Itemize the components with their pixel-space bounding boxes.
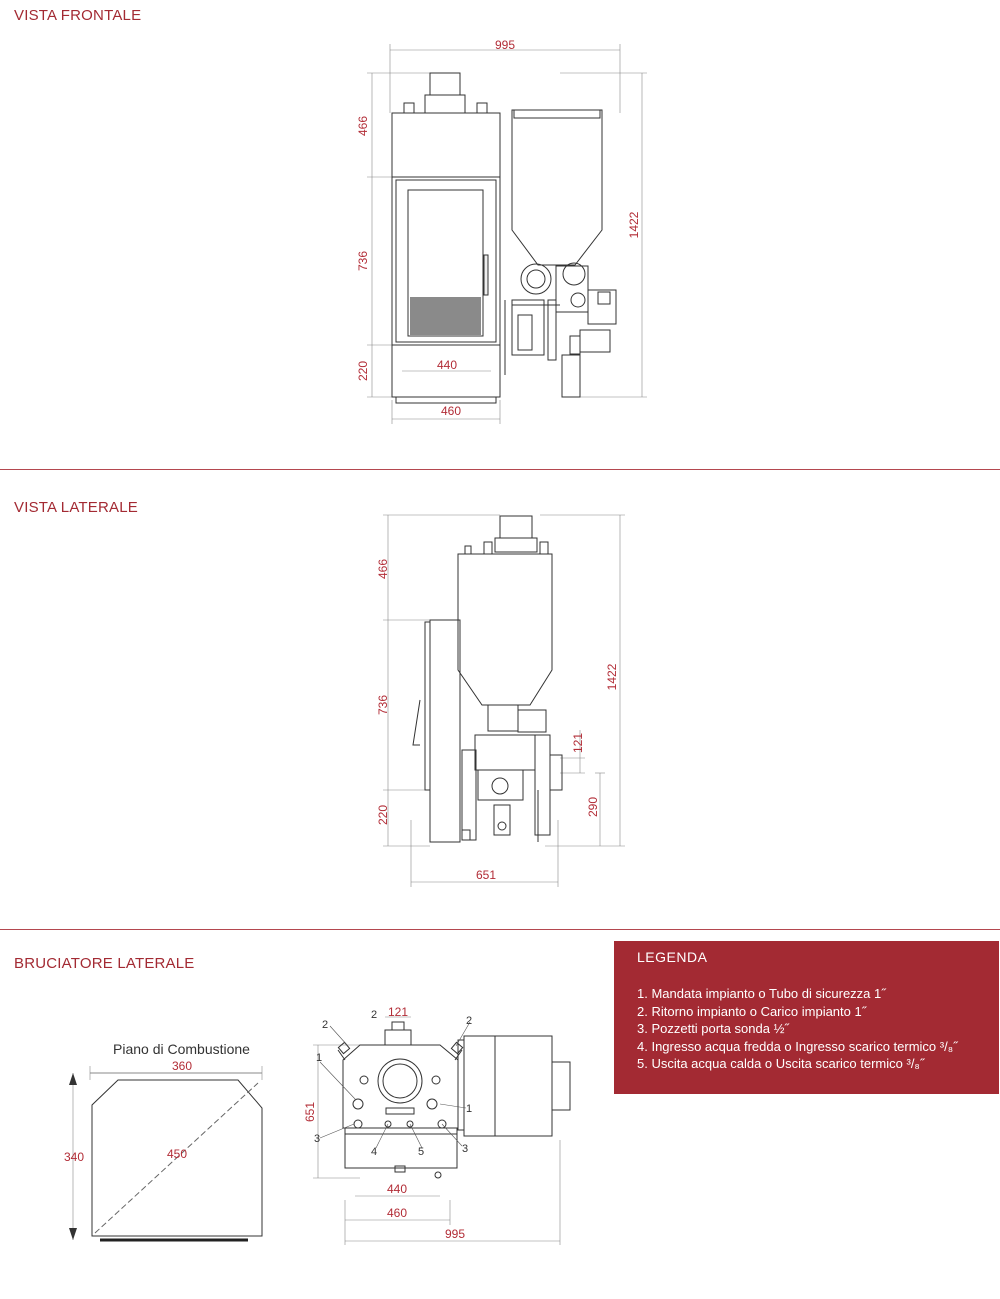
side-dim-736: 736 xyxy=(376,694,390,716)
front-dim-1422: 1422 xyxy=(627,211,641,239)
callout-1-right: 1 xyxy=(466,1103,473,1115)
side-dim-651: 651 xyxy=(475,868,497,882)
legend-title: LEGENDA xyxy=(637,949,708,965)
legend-item: 3. Pozzetti porta sonda ½˝ xyxy=(637,1021,789,1036)
legend-item: 5. Uscita acqua calda o Uscita scarico termico ³/₈˝ xyxy=(637,1056,925,1071)
burner-dim-460: 460 xyxy=(386,1206,408,1220)
front-dim-995: 995 xyxy=(494,38,516,52)
combustion-plane-drawing xyxy=(69,1066,262,1240)
front-dim-440: 440 xyxy=(436,358,458,372)
burner-dim-995: 995 xyxy=(444,1227,466,1241)
callout-2-left: 2 xyxy=(322,1019,329,1031)
section-title-burner: BRUCIATORE LATERALE xyxy=(14,955,195,972)
section-title-front: VISTA FRONTALE xyxy=(14,7,142,24)
burner-dim-651: 651 xyxy=(303,1101,317,1123)
side-dim-220: 220 xyxy=(376,804,390,826)
callout-2-top: 2 xyxy=(371,1009,378,1021)
burner-view-drawing xyxy=(313,1017,570,1245)
front-dim-736: 736 xyxy=(356,250,370,272)
side-dim-121: 121 xyxy=(571,732,585,754)
legend-box xyxy=(614,941,999,1094)
callout-3-right: 3 xyxy=(462,1143,469,1155)
callout-4: 4 xyxy=(371,1146,378,1158)
callout-2-right: 2 xyxy=(466,1015,473,1027)
section-title-side: VISTA LATERALE xyxy=(14,499,138,516)
legend-item: 2. Ritorno impianto o Carico impianto 1˝ xyxy=(637,1003,867,1019)
callout-1-left: 1 xyxy=(316,1052,323,1064)
side-dim-1422: 1422 xyxy=(605,663,619,691)
legend-item: 4. Ingresso acqua fredda o Ingresso scarico termico ³/₈˝ xyxy=(637,1038,958,1054)
combustion-plane-label: Piano di Combustione xyxy=(113,1041,250,1057)
front-dim-460: 460 xyxy=(440,404,462,418)
burner-dim-121: 121 xyxy=(387,1005,409,1019)
callout-3-left: 3 xyxy=(314,1133,321,1145)
front-dim-466: 466 xyxy=(356,115,370,137)
callout-5: 5 xyxy=(418,1146,425,1158)
side-dim-466: 466 xyxy=(376,558,390,580)
combustion-dim-340: 340 xyxy=(63,1150,85,1164)
side-dim-290: 290 xyxy=(586,796,600,818)
front-dim-220: 220 xyxy=(356,360,370,382)
legend-item: 1. Mandata impianto o Tubo di sicurezza 1˝ xyxy=(637,986,886,1001)
legend-list xyxy=(637,985,957,1073)
front-view-drawing xyxy=(367,44,647,424)
combustion-dim-450: 450 xyxy=(166,1147,188,1161)
burner-dim-440: 440 xyxy=(386,1182,408,1196)
side-view-drawing xyxy=(383,515,625,887)
combustion-dim-360: 360 xyxy=(171,1059,193,1073)
